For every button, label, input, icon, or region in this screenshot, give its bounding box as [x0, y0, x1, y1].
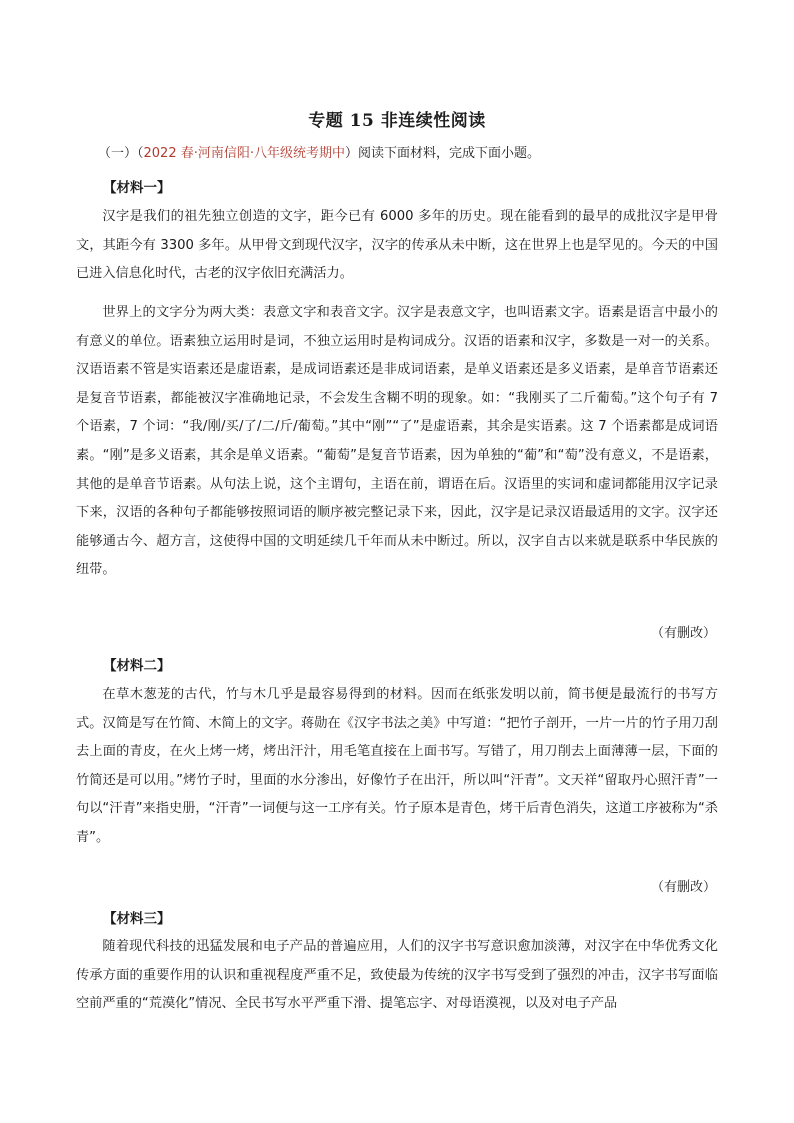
material1-heading: 【材料一】	[103, 180, 171, 196]
material3-paragraph: 随着现代科技的迅猛发展和电子产品的普遍应用，人们的汉字书写意识愈加淡薄，对汉字在中华优秀文化传承方面的重要作用的认识和重视程度严重不足，致使最为传统的汉字书写受到了强烈的冲击，汉字书写面临空前严重的“荒漠化”情况、全民书写水平严重下滑、提笔忘字、对母语漠视，以及对电子产品	[76, 939, 718, 1012]
material2-paragraph: 在草木葱茏的古代，竹与木几乎是最容易得到的材料。因而在纸张发明以前，简书便是最流行的书写方式。汉简是写在竹简、木简上的文字。蒋勋在《汉字书法之美》中写道：“把竹子剖开，一片一片的竹子用刀刮去上面的青皮，在火上烤一烤，烤出汗汁，用毛笔直接在上面书写。写错了，用刀削去上面薄薄一层，下面的竹简还是可以用。”烤竹子时，里面的水分渗出，好像竹子在出汗，所以叫“汗青”。文天祥“留取丹心照汗青”一句以“汗青”来指史册，“汗青”一词便与这一工序有关。竹子原本是青色，烤干后青色消失，这道工序被称为“杀青”。	[76, 687, 718, 845]
material1-paragraph-1: 汉字是我们的祖先独立创造的文字，距今已有 6000 多年的历史。现在能看到的最早的成批汉字是甲骨文，其距今有 3300 多年。从甲骨文到现代汉字，汉字的传承从未中断，这在世界上也是罕见的。今天的中国已进入信息化时代，古老的汉字依旧充满活力。	[76, 209, 718, 282]
exam-source-link[interactable]: 2022 春·河南信阳·八年级统考期中	[143, 146, 345, 161]
intro-suffix: ）阅读下面材料，完成下面小题。	[345, 146, 541, 161]
material2-note: （有删改）	[650, 880, 716, 895]
material3-heading: 【材料三】	[103, 911, 171, 927]
material1-note: （有删改）	[650, 626, 716, 641]
page-title: 专题 15 非连续性阅读	[308, 111, 486, 131]
question-intro	[98, 145, 718, 163]
material1-paragraph-2: 世界上的文字分为两大类：表意文字和表音文字。汉字是表意文字，也叫语素文字。语素是语言中最小的有意义的单位。语素独立运用时是词，不独立运用时是构词成分。汉语的语素和汉字，多数是一对一的关系。汉语语素不管是实语素还是虚语素，是成词语素还是非成词语素，是单义语素还是多义语素，是单音节语素还是复音节语素，都能被汉字准确地记录，不会发生含糊不明的现象。如：“我刚买了二斤葡萄。”这个句子有 7 个语素，7 个词：“我/刚/买/了/二/斤/葡萄。”其中“刚”“了”是虚语素，其余是实语素。这 7 个语素都是成词语素。“刚”是多义语素，其余是单义语素。“葡萄”是复音节语素，因为单独的“葡”和“萄”没有意义，不是语素，其他的是单音节语素。从句法上说，这个主谓句，主语在前，谓语在后。汉语里的实词和虚词都能用汉字记录下来，汉语的各种句子都能够按照词语的顺序被完整记录下来，因此，汉字是记录汉语最适用的文字。汉字还能够通古今、超方言，这使得中国的文明延续几千年而从未中断过。所以，汉字自古以来就是联系中华民族的纽带。	[76, 305, 718, 578]
intro-prefix: （一）（	[98, 146, 144, 161]
material2-heading: 【材料二】	[103, 658, 171, 674]
